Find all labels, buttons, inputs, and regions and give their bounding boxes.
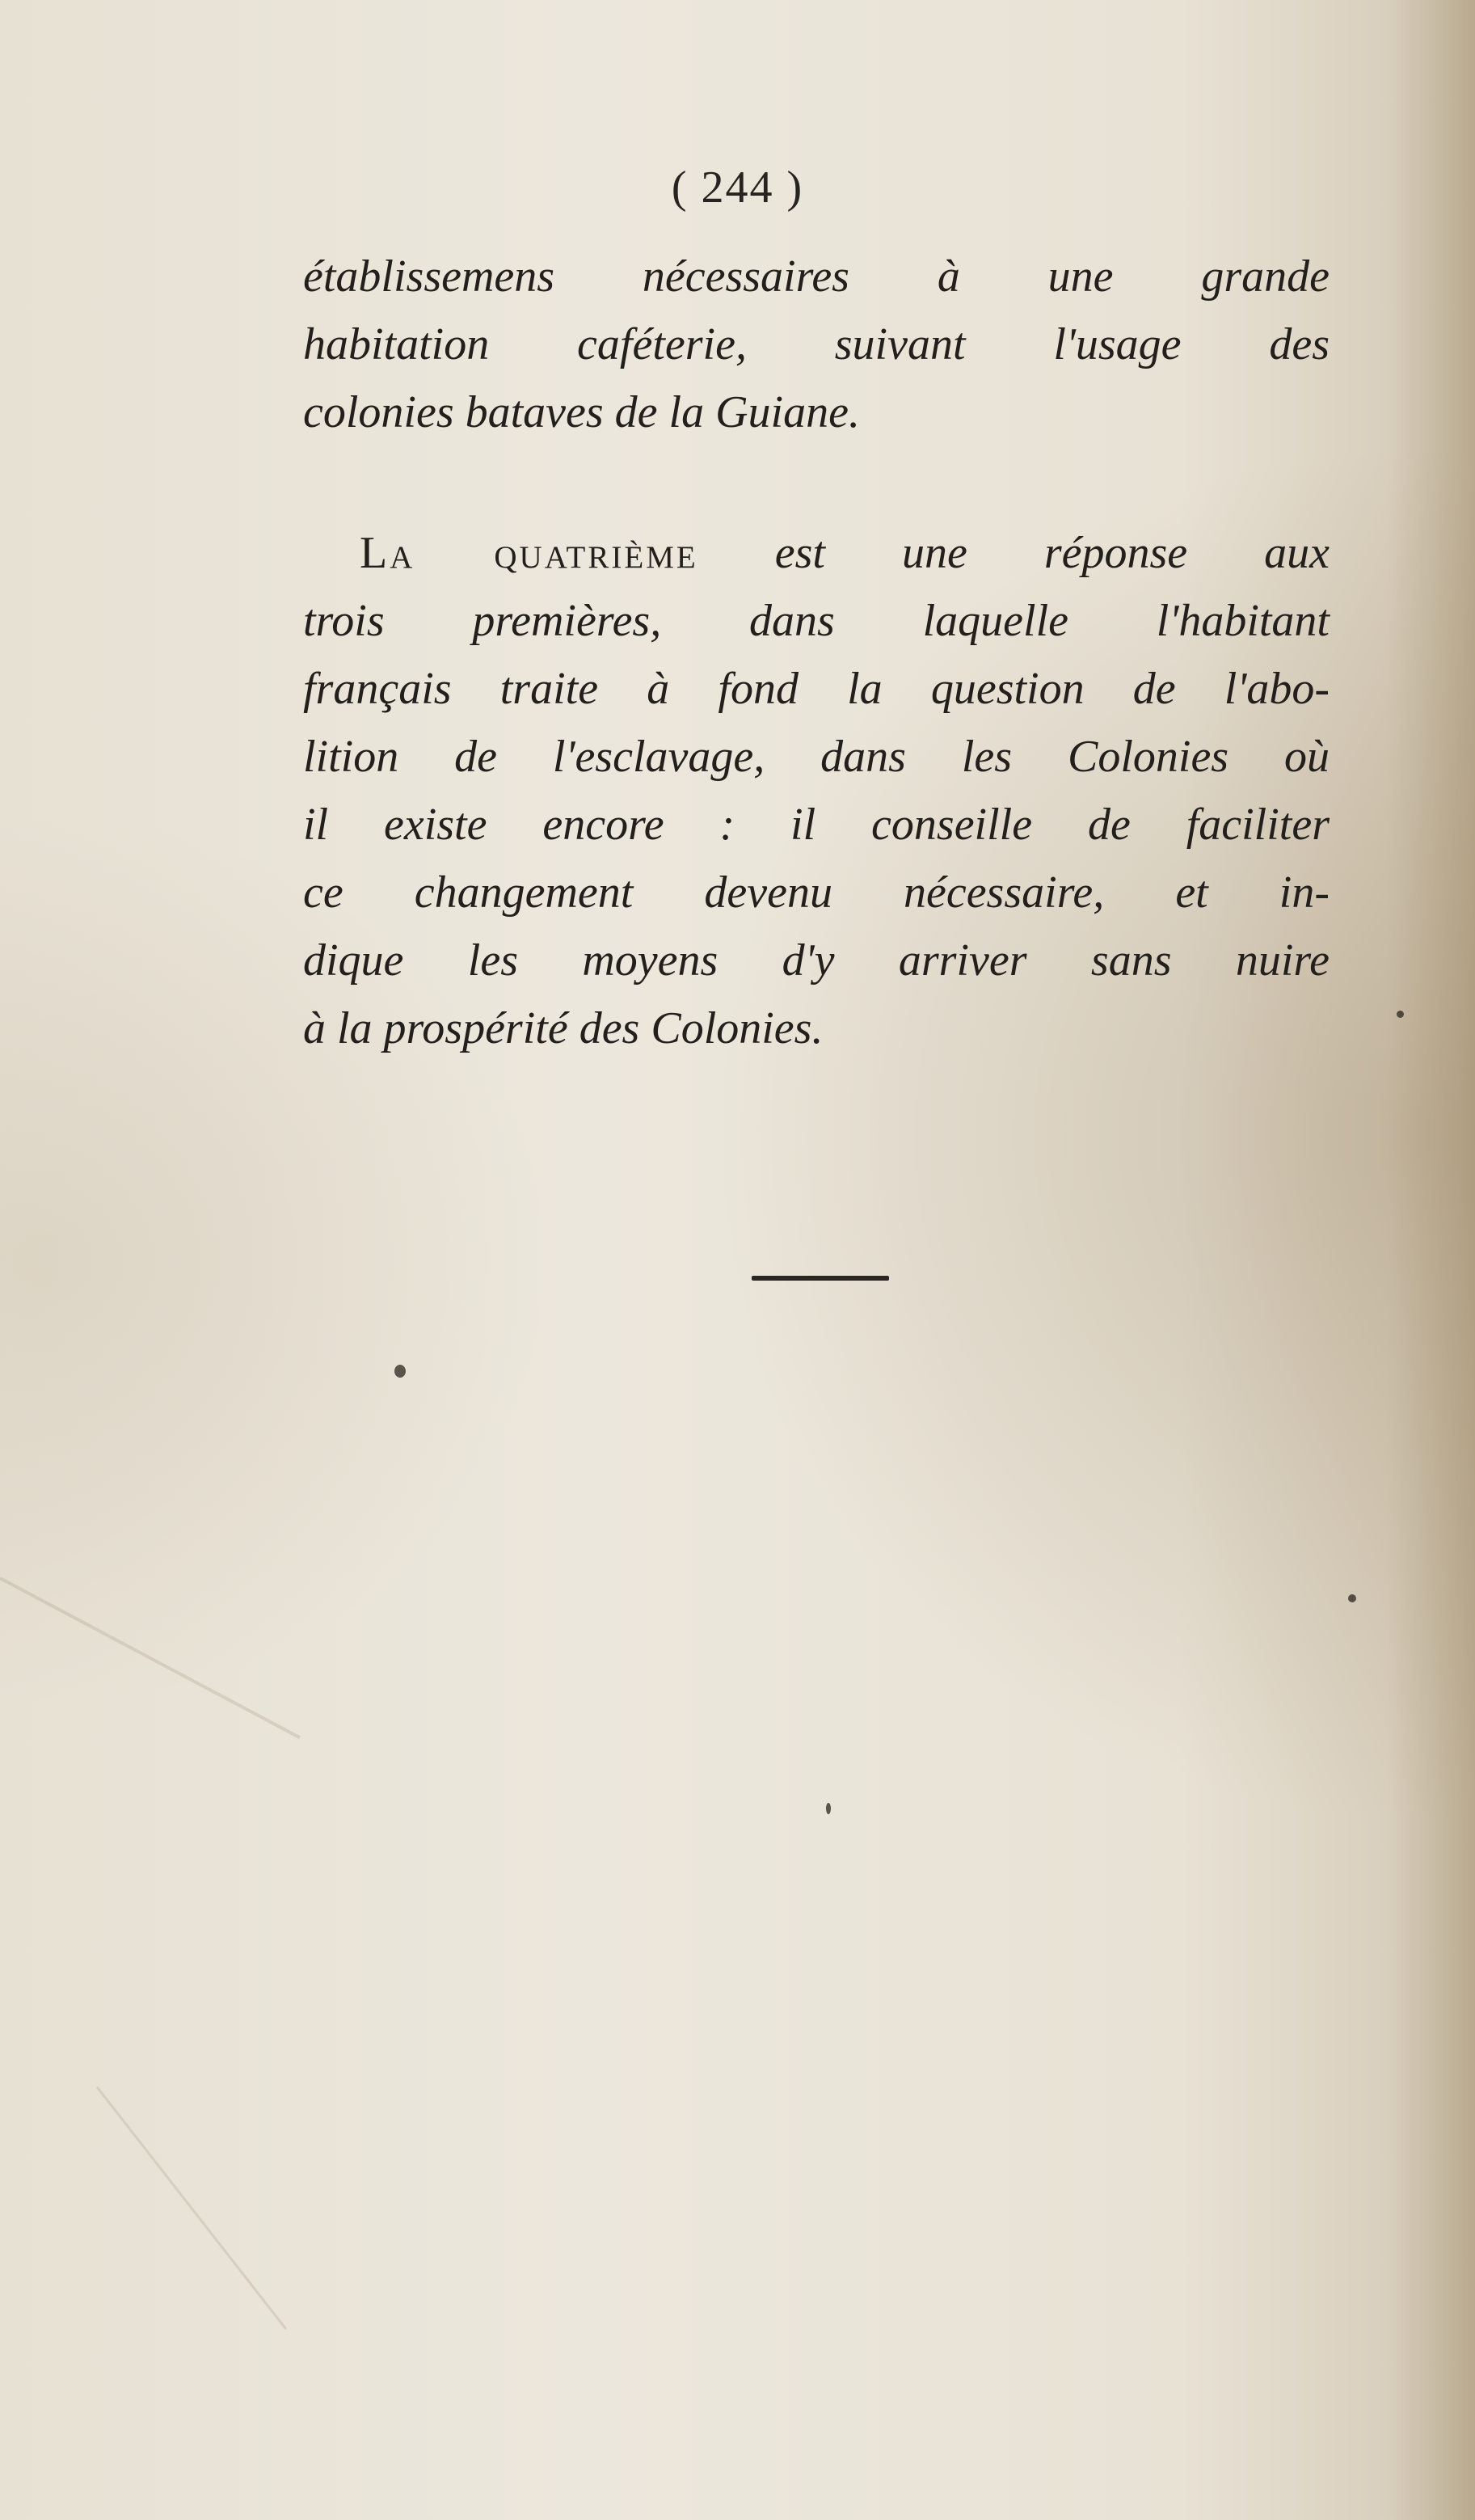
text-line-rest: est une réponse aux (774, 528, 1330, 578)
page-crease-bottom (96, 2087, 287, 2330)
text-line: lition de l'esclavage, dans les Colonies où (303, 732, 1330, 782)
ink-speck (826, 1803, 831, 1814)
text-line: à la prospérité des Colonies. (303, 1003, 824, 1053)
text-line: trois premières, dans laquelle l'habitant (303, 596, 1330, 646)
paragraph-lead: La quatrième (360, 528, 698, 578)
ink-speck (1397, 1011, 1404, 1018)
text-line: il existe encore : il conseille de faciliter (303, 800, 1330, 850)
text-line: dique les moyens d'y arriver sans nuire (303, 935, 1330, 986)
text-line: habitation caféterie, suivant l'usage des (303, 319, 1330, 369)
section-divider-rule (752, 1276, 889, 1281)
page-number: ( 244 ) (671, 163, 804, 213)
text-line: établissemens nécessaires à une grande (303, 251, 1330, 302)
paragraph-1 (303, 243, 1330, 446)
ink-speck (394, 1365, 406, 1378)
ink-speck (1348, 1594, 1356, 1602)
text-line: ce changement devenu nécessaire, et in- (303, 867, 1330, 918)
paragraph-2 (303, 519, 1330, 1062)
text-line: français traite à fond la question de l'abo- (303, 664, 1330, 714)
page-crease-left (0, 1577, 301, 1739)
text-line (303, 519, 1330, 587)
body-text (303, 243, 1330, 1062)
text-line: colonies bataves de la Guiane. (303, 387, 860, 437)
